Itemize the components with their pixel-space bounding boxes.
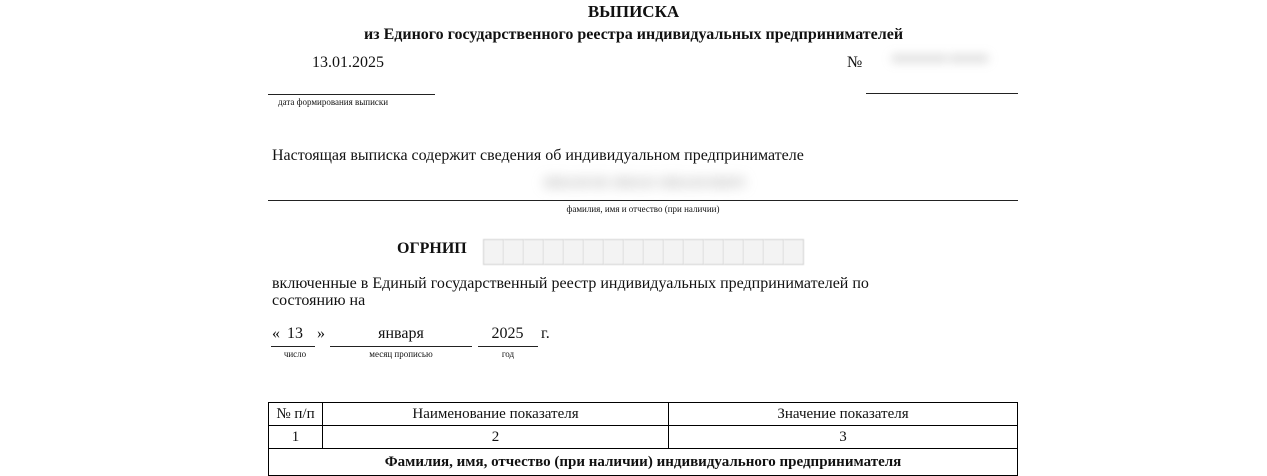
quote-open: « [272,325,280,342]
header-indicator-name: Наименование показателя [323,403,669,426]
day-underline [271,346,315,347]
date-underline [268,94,435,95]
ogrnip-label: ОГРНИП [397,240,467,257]
table-section-row [269,449,1018,476]
ogrnip-cell [664,239,684,265]
ogrnip-cell [483,239,504,265]
included-text-line1: включенные в Единый государственный реестр индивидуальных предпринимателей по [272,275,869,292]
index-cell-1: 1 [269,426,323,449]
day-caption: число [283,349,307,359]
state-day: 13 [287,325,303,342]
state-month: января [378,325,424,342]
ogrnip-cell [544,239,564,265]
ogrnip-cell [784,239,804,265]
ogrnip-cell [524,239,544,265]
year-caption: год [501,349,515,359]
year-suffix: г. [541,325,550,342]
number-underline [866,93,1018,94]
intro-text: Настоящая выписка содержит сведения об индивидуальном предпринимателе [272,147,804,164]
ogrnip-cell [564,239,584,265]
ogrnip-cells-redacted [483,239,804,265]
section-title: Фамилия, имя, отчество (при наличии) индивидуального предпринимателя [269,449,1018,476]
date-caption: дата формирования выписки [278,97,389,107]
ogrnip-cell [684,239,704,265]
indicators-table [268,402,1018,476]
ogrnip-cell [604,239,624,265]
ogrnip-cell [724,239,744,265]
document-subtitle: из Единого государственного реестра индивидуальных предпринимателей [363,26,904,43]
year-underline [478,346,538,347]
index-cell-2: 2 [323,426,669,449]
formation-date: 13.01.2025 [312,54,384,71]
ogrnip-cell [624,239,644,265]
month-underline [330,346,472,347]
ogrnip-cell [584,239,604,265]
header-indicator-value: Значение показателя [669,403,1018,426]
header-number: № п/п [269,403,323,426]
ogrnip-cell [744,239,764,265]
included-text-line2: состоянию на [272,292,366,309]
document-number-redacted: 0000000000 0000000 [891,53,989,65]
state-year: 2025 [491,325,524,342]
number-sign: № [847,54,863,71]
index-cell-3: 3 [669,426,1018,449]
document-title: ВЫПИСКА [587,2,680,21]
name-underline [268,200,1018,201]
ogrnip-cell [764,239,784,265]
name-caption: фамилия, имя и отчество (при наличии) [566,204,720,214]
ogrnip-cell [644,239,664,265]
person-name-redacted: ИВАНОВ ИВАН ИВАНОВИЧ [544,176,746,191]
ogrnip-cell [504,239,524,265]
month-caption: месяц прописью [369,349,433,359]
ogrnip-cell [704,239,724,265]
table-header-row [269,403,1018,426]
table-index-row [269,426,1018,449]
quote-close: » [317,325,325,342]
